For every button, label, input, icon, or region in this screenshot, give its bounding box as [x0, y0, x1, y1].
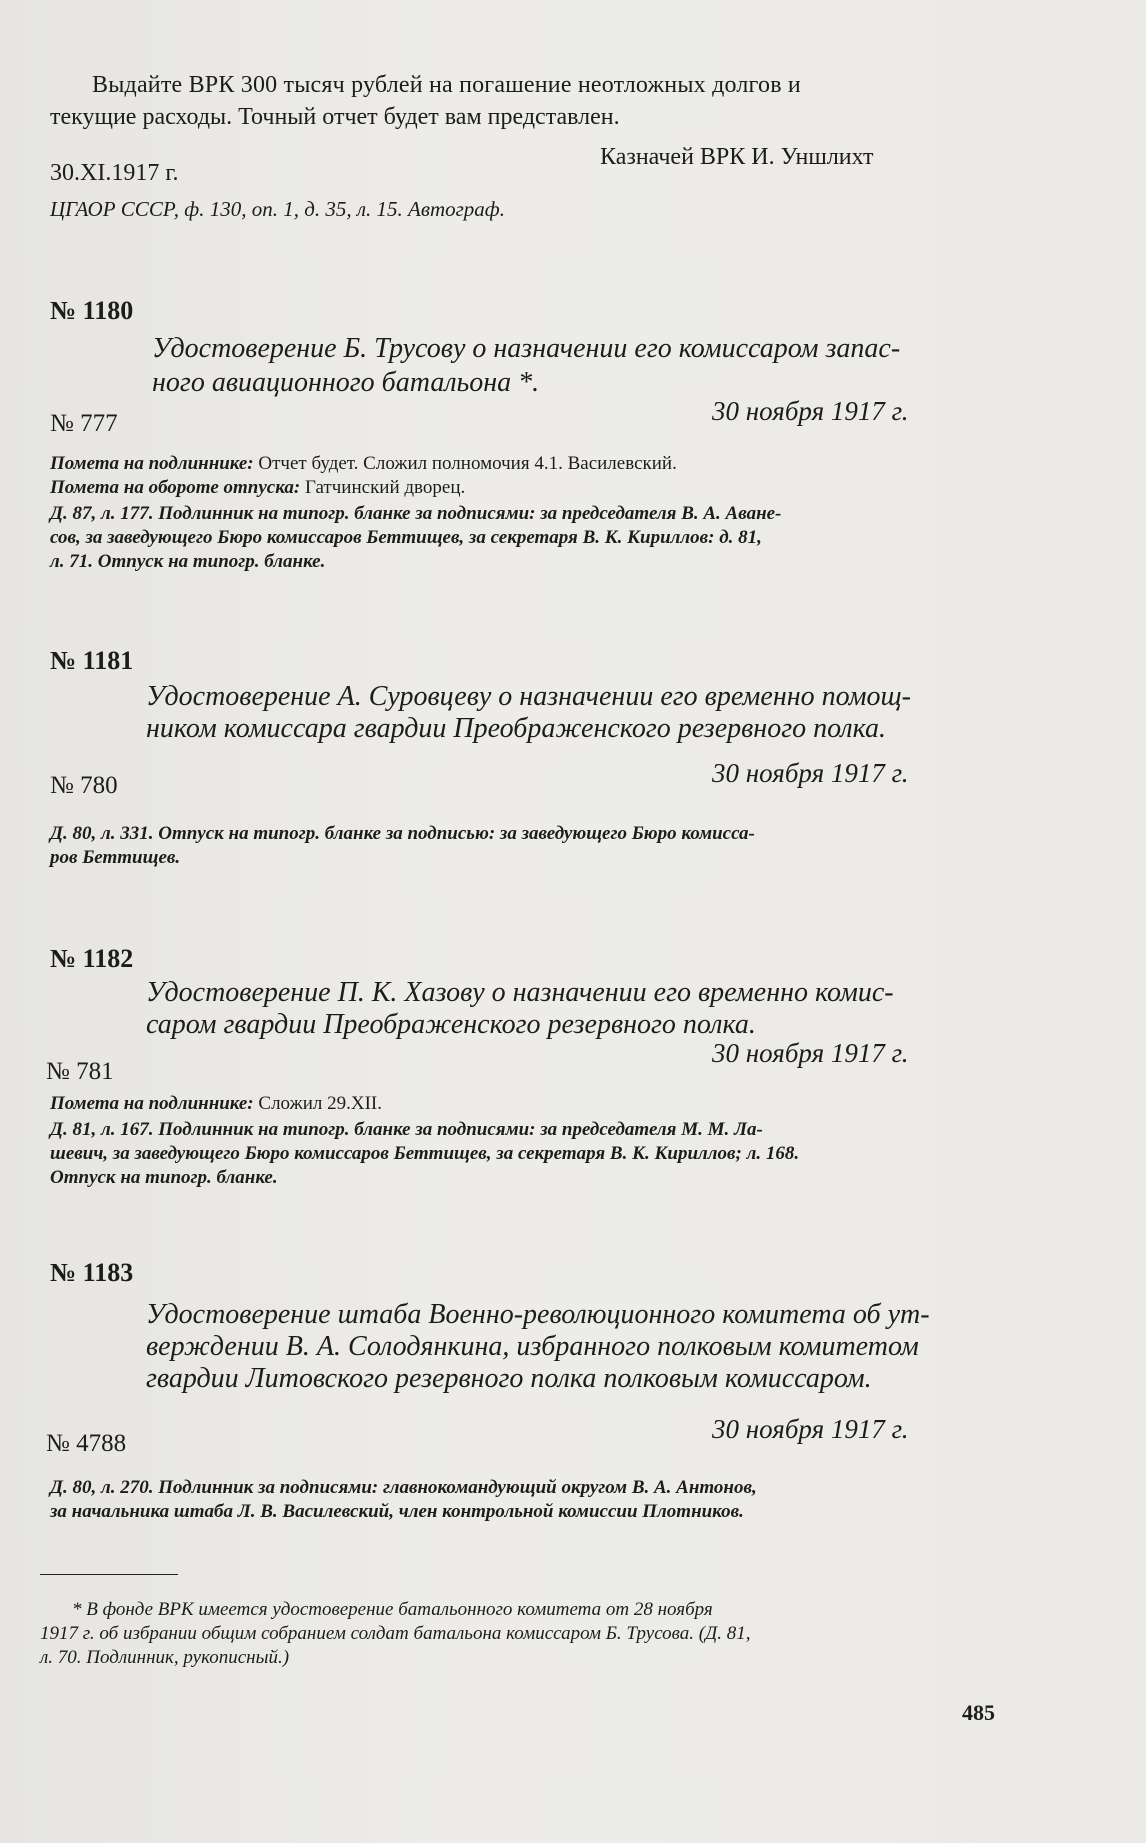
intro-date: 30.XI.1917 г. [50, 160, 179, 186]
annotation-line: Помета на подлиннике: Сложил 29.XII. [50, 1093, 382, 1114]
archive-line: за начальника штаба Л. В. Василевский, член контрольной комиссии Плотников. [50, 1501, 744, 1522]
entry-title-line: ником комиссара гвардии Преображенского резервного полка. [146, 713, 887, 744]
entry-title-line: ного авиационного батальона *. [152, 367, 540, 398]
intro-line-1: Выдайте ВРК 300 тысяч рублей на погашение неотложных долгов и [92, 72, 801, 98]
entry-number: № 1180 [50, 296, 134, 325]
page-number: 485 [962, 1700, 995, 1725]
entry-number: № 1182 [50, 944, 134, 973]
entry-title-line: Удостоверение штаба Военно-революционного комитета об ут- [146, 1299, 930, 1330]
annotation-line: Помета на обороте отпуска: Гатчинский дворец. [50, 477, 466, 498]
annotation-line: Помета на подлиннике: Отчет будет. Сложил полномочия 4.1. Василевский. [50, 453, 677, 474]
footnote-line: 1917 г. об избрании общим собранием солдат батальона комиссаром Б. Трусова. (Д. 81, [40, 1623, 751, 1644]
archive-line: Д. 80, л. 270. Подлинник за подписями: главнокомандующий округом В. А. Антонов, [50, 1477, 757, 1498]
document-number: № 777 [50, 410, 118, 437]
document-number: № 4788 [46, 1430, 127, 1457]
entry-title-line: верждении В. А. Солодянкина, избранного полковым комитетом [146, 1331, 919, 1362]
archive-line: Д. 80, л. 331. Отпуск на типогр. бланке за подписью: за заведующего Бюро комисса- [50, 823, 755, 844]
archive-line: Отпуск на типогр. бланке. [50, 1167, 278, 1188]
footnote-line: * В фонде ВРК имеется удостоверение батальонного комитета от 28 ноября [72, 1599, 713, 1620]
entry-title-line: гвардии Литовского резервного полка полковым комиссаром. [146, 1363, 872, 1394]
entry-title-line: Удостоверение Б. Трусову о назначении его комиссаром запас- [152, 333, 901, 364]
intro-signature: Казначей ВРК И. Уншлихт [600, 144, 874, 170]
document-number: № 780 [50, 772, 118, 799]
archive-line: сов, за заведующего Бюро комиссаров Беттищев, за секретаря В. К. Кириллов: д. 81, [50, 527, 762, 548]
entry-date: 30 ноября 1917 г. [712, 1414, 909, 1444]
entry-number: № 1181 [50, 646, 134, 675]
archive-line: ров Беттищев. [50, 847, 181, 868]
intro-line-2: текущие расходы. Точный отчет будет вам представлен. [50, 104, 620, 130]
footnote-line: л. 70. Подлинник, рукописный.) [40, 1647, 290, 1668]
entry-date: 30 ноября 1917 г. [712, 396, 909, 426]
footnote-divider [40, 1574, 178, 1575]
entry-number: № 1183 [50, 1258, 134, 1287]
entry-date: 30 ноября 1917 г. [712, 1038, 909, 1068]
entry-title-line: Удостоверение А. Суровцеву о назначении его временно помощ- [146, 681, 911, 712]
archive-line: Д. 87, л. 177. Подлинник на типогр. бланке за подписями: за председателя В. А. Аване- [50, 503, 782, 524]
document-number: № 781 [46, 1058, 114, 1085]
archive-line: шевич, за заведующего Бюро комиссаров Беттищев, за секретаря В. К. Кириллов; л. 168. [50, 1143, 800, 1164]
archive-line: Д. 81, л. 167. Подлинник на типогр. бланке за подписями: за председателя М. М. Ла- [50, 1119, 763, 1140]
entry-title-line: саром гвардии Преображенского резервного полка. [146, 1009, 756, 1040]
entry-date: 30 ноября 1917 г. [712, 758, 909, 788]
entry-title-line: Удостоверение П. К. Хазову о назначении его временно комис- [146, 977, 894, 1008]
archive-line: л. 71. Отпуск на типогр. бланке. [50, 551, 326, 572]
intro-source: ЦГАОР СССР, ф. 130, оп. 1, д. 35, л. 15. Автограф. [50, 197, 505, 221]
